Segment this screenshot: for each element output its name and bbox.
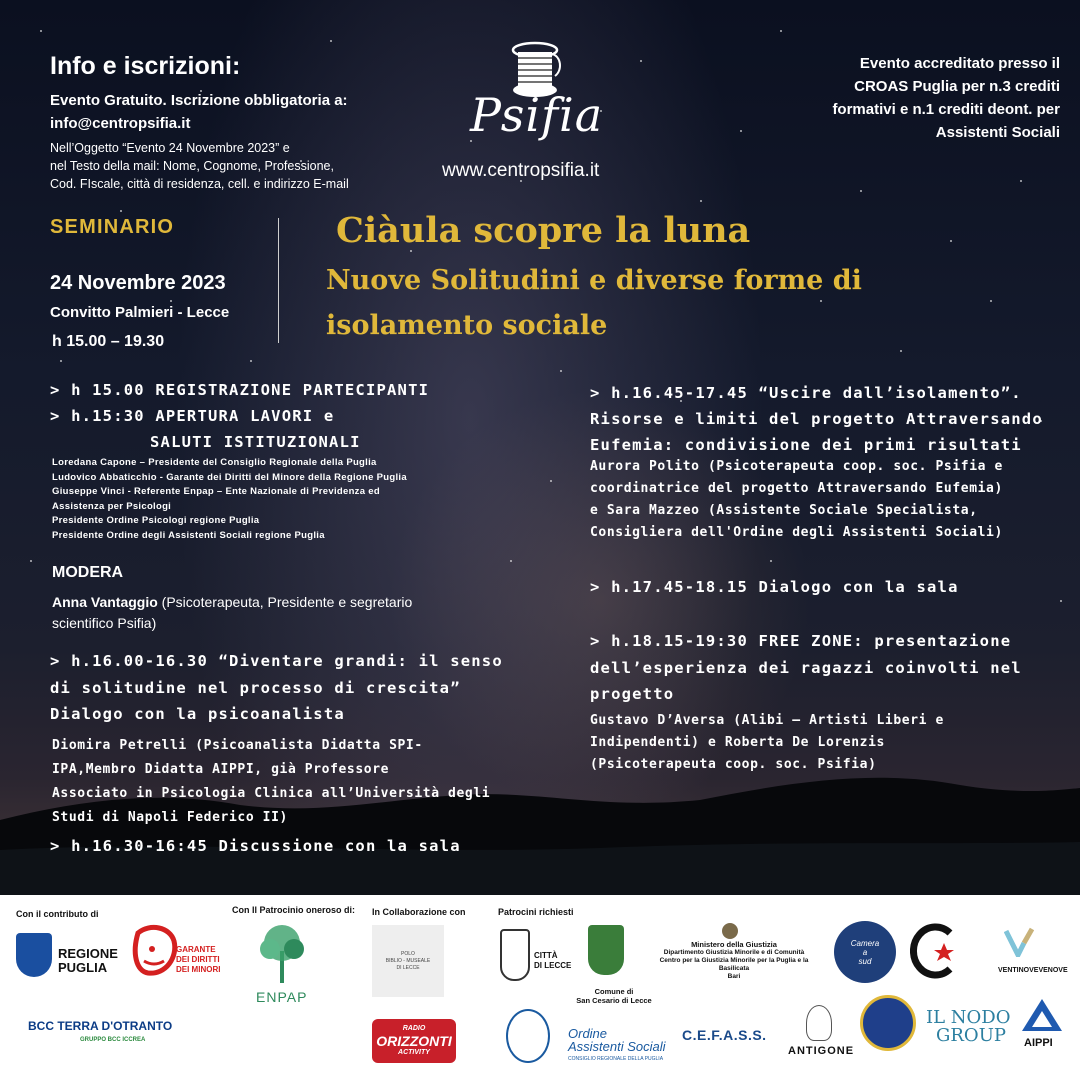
programme-dialogue: > h.17.45-18.15 Dialogo con la sala: [590, 578, 959, 596]
logo-text: DEI MINORI: [176, 965, 221, 974]
programme-discussion: > h.16.30-16:45 Discussione con la sala: [50, 837, 461, 855]
programme-opening-line2: SALUTI ISTITUZIONALI: [150, 433, 361, 451]
logo-text: Bari: [727, 973, 741, 980]
speaker-line: Associato in Psicologia Clinica all’Università degli: [52, 786, 491, 801]
logo-text: CONSIGLIO REGIONALE DELLA PUGLIA: [568, 1056, 664, 1062]
brand-logo-text: Psifia: [470, 88, 604, 142]
talk-line: > h.16.45-17.45 “Uscire dall’isolamento”.: [590, 384, 1022, 402]
logo-text: Centro per la Giustizia Minorile per la Puglia e la Basilicata: [659, 957, 809, 972]
speakers-daversa-delorenzis: [590, 710, 944, 776]
moderator-role-cont: scientifico Psifia): [52, 615, 157, 631]
logo-text: ACTIVITY: [398, 1049, 430, 1056]
polo-biblio-museale-logo: [372, 925, 444, 997]
event-date: 24 Novembre 2023: [50, 272, 226, 294]
aippi-logo: AIPPI: [1024, 1037, 1053, 1049]
guest-item: Ludovico Abbaticchio - Garante dei Diritti del Minore della Regione Puglia: [52, 471, 407, 483]
programme-opening-line1: > h.15:30 APERTURA LAVORI e: [50, 407, 335, 425]
sponsors-footer: [0, 895, 1080, 1080]
contribution-label: Con il contributo di: [16, 909, 99, 919]
guest-item: Assistenza per Psicologi: [52, 500, 172, 512]
event-place: Convitto Palmieri - Lecce: [50, 304, 230, 321]
event-kind-label: SEMINARIO: [50, 216, 175, 238]
speaker-line: IPA,Membro Didatta AIPPI, già Professore: [52, 762, 390, 777]
institutional-guests-list: [52, 456, 407, 543]
event-subtitle-line2: isolamento sociale: [326, 310, 608, 341]
programme-registration: > h 15.00 REGISTRAZIONE PARTECIPANTI: [50, 381, 430, 399]
logo-text: Ordine: [568, 1026, 608, 1041]
talk-uscire-isolamento: [590, 380, 1043, 458]
brand-website-link[interactable]: www.centropsifia.it: [442, 160, 600, 181]
logo-text: DEI DIRITTI: [176, 955, 220, 964]
speaker-line: Studi di Napoli Federico II): [52, 810, 288, 825]
ventinovenove-logo: VENTINOVEVENOVE: [998, 967, 1068, 974]
logo-text: CITTÀ: [534, 951, 558, 960]
garante-face-icon: [130, 923, 180, 983]
talk-line: progetto: [590, 685, 675, 703]
event-time: h 15.00 – 19.30: [52, 333, 165, 350]
enpap-logo: ENPAP: [256, 989, 308, 1005]
accreditation-line: CROAS Puglia per n.3 crediti: [854, 78, 1060, 95]
programme-free-zone: [590, 628, 1022, 708]
collaboration-label: In Collaborazione con: [372, 907, 466, 917]
talk-line: di solitudine nel processo di crescita”: [50, 678, 461, 697]
regione-puglia-crest-icon: [16, 933, 52, 977]
logo-text: sud: [858, 956, 872, 966]
ordine-assistenti-sociali-logo: [568, 1027, 666, 1066]
talk-line: dell’esperienza dei ragazzi coinvolti nel: [590, 658, 1022, 677]
moderator-name: Anna Vantaggio: [52, 594, 158, 610]
ministero-giustizia-logo: [652, 941, 816, 981]
speaker-line: Aurora Polito (Psicoterapeuta coop. soc. Psifia e: [590, 459, 1003, 474]
logo-text: GARANTE: [176, 945, 216, 954]
moderator-label: MODERA: [52, 564, 124, 581]
speaker-line: Diomira Petrelli (Psicoanalista Didatta SPI-: [52, 738, 423, 753]
san-cesario-crest-icon: [588, 925, 624, 975]
logo-text: a: [862, 947, 868, 957]
accreditation-line: formativi e n.1 crediti deont. per: [832, 101, 1060, 118]
talk-line: > h.18.15-19:30 FREE ZONE: presentazione: [590, 632, 1012, 650]
san-cesario-logo: [572, 987, 656, 1005]
radio-orizzonti-logo: [372, 1019, 456, 1063]
requested-patronage-label: Patrocini richiesti: [498, 907, 574, 917]
talk-line: Eufemia: condivisione dei primi risultati: [590, 436, 1022, 454]
garante-logo: [176, 945, 220, 975]
speaker-line: Consigliera dell'Ordine degli Assistenti Sociali): [590, 525, 1003, 540]
logo-text: DI LECCE: [396, 964, 420, 971]
accreditation-note: [832, 52, 1060, 144]
info-email-instructions: [50, 139, 349, 193]
logo-text: Assistenti Sociali: [568, 1039, 666, 1054]
talk-line: > h.16.00-16.30 “Diventare grandi: il senso: [50, 652, 503, 670]
instruction-line: Nell’Oggetto “Evento 24 Novembre 2023” e: [50, 141, 290, 155]
guest-item: Loredana Capone – Presidente del Consiglio Regionale della Puglia: [52, 457, 377, 468]
info-title: Info e iscrizioni:: [50, 52, 241, 80]
lecce-crest-icon: [500, 929, 530, 981]
antigone-head-icon: [806, 1005, 832, 1041]
patronage-label: Con Il Patrocinio oneroso di:: [232, 905, 356, 915]
event-title: Ciàula scopre la luna: [336, 210, 751, 251]
speaker-line: coordinatrice del progetto Attraversando Eufemia): [590, 481, 1003, 496]
info-registration-note: Evento Gratuito. Iscrizione obbligatoria a:: [50, 92, 348, 109]
instruction-line: Cod. FIscale, città di residenza, cell. e indirizzo E-mail: [50, 177, 349, 191]
ordine-psicologi-psi-icon: [506, 1009, 550, 1063]
speaker-petrelli: [52, 734, 490, 830]
logo-text: ORIZZONTI: [376, 1033, 452, 1049]
moderator-role: (Psicoterapeuta, Presidente e segretario: [157, 594, 413, 610]
guest-item: Presidente Ordine degli Assistenti Sociali regione Puglia: [52, 529, 325, 541]
cefass-logo: C.E.F.A.S.S.: [682, 1027, 767, 1043]
logo-text: REGIONE: [58, 946, 118, 961]
logo-text: BIBLIO - MUSEALE: [385, 957, 431, 964]
talk-line: Dialogo con la psicoanalista: [50, 705, 345, 723]
logo-text: Dipartimento Giustizia Minorile e di Comunità: [663, 949, 805, 956]
logo-text: Camera: [850, 938, 880, 948]
logo-text: IL NODO: [926, 1007, 1011, 1028]
talk-line: Risorse e limiti del progetto Attraversando: [590, 410, 1043, 428]
logo-text: GROUP: [936, 1025, 1006, 1046]
ventinovenove-v-icon: [1004, 927, 1034, 957]
logo-text: RADIO: [402, 1025, 426, 1032]
bcc-logo: BCC TERRA D'OTRANTO: [28, 1019, 173, 1033]
logo-text: PUGLIA: [58, 960, 108, 975]
italian-republic-emblem-icon: [722, 923, 738, 939]
speaker-line: Gustavo D’Aversa (Alibi – Artisti Liberi e: [590, 713, 944, 728]
event-subtitle-line1: Nuove Solitudini e diverse forme di: [326, 265, 862, 296]
associazione-cattolica-seal-icon: [860, 995, 916, 1051]
antigone-logo: ANTIGONE: [788, 1045, 855, 1057]
accreditation-line: Evento accreditato presso il: [859, 55, 1060, 72]
moderator-info: [52, 592, 412, 634]
logo-text: Comune di: [594, 987, 634, 996]
guest-item: Presidente Ordine Psicologi regione Puglia: [52, 515, 260, 526]
header-divider: [278, 218, 279, 343]
aippi-triangle-icon: [1020, 997, 1064, 1033]
logo-text: POLO: [401, 950, 415, 957]
bcc-group-label: GRUPPO BCC ICCREA: [80, 1037, 146, 1043]
instruction-line: nel Testo della mail: Nome, Cognome, Professione,: [50, 159, 334, 173]
logo-text: San Cesario di Lecce: [576, 996, 652, 1005]
talk-diventare-grandi: [50, 648, 503, 728]
logo-text: Ministero della Giustizia: [691, 940, 777, 949]
accreditation-line: Assistenti Sociali: [935, 124, 1060, 141]
speaker-line: Indipendenti) e Roberta De Lorenzis: [590, 735, 885, 750]
regione-puglia-logo: [58, 947, 118, 975]
logo-text: DI LECCE: [534, 961, 572, 970]
c-star-logo-icon: [910, 923, 960, 979]
enpap-tree-icon: [252, 921, 312, 983]
speaker-line: (Psicoterapeuta coop. soc. Psifia): [590, 757, 877, 772]
il-nodo-group-logo: [926, 1009, 1010, 1045]
citta-di-lecce-logo: [534, 951, 571, 971]
guest-item: Giuseppe Vinci - Referente Enpap – Ente Nazionale di Previdenza ed: [52, 486, 380, 497]
camera-a-sud-logo: [834, 921, 896, 983]
speakers-polito-mazzeo: [590, 456, 1003, 544]
speaker-line: e Sara Mazzeo (Assistente Sociale Specialista,: [590, 503, 978, 518]
info-email-link[interactable]: info@centropsifia.it: [50, 115, 191, 132]
